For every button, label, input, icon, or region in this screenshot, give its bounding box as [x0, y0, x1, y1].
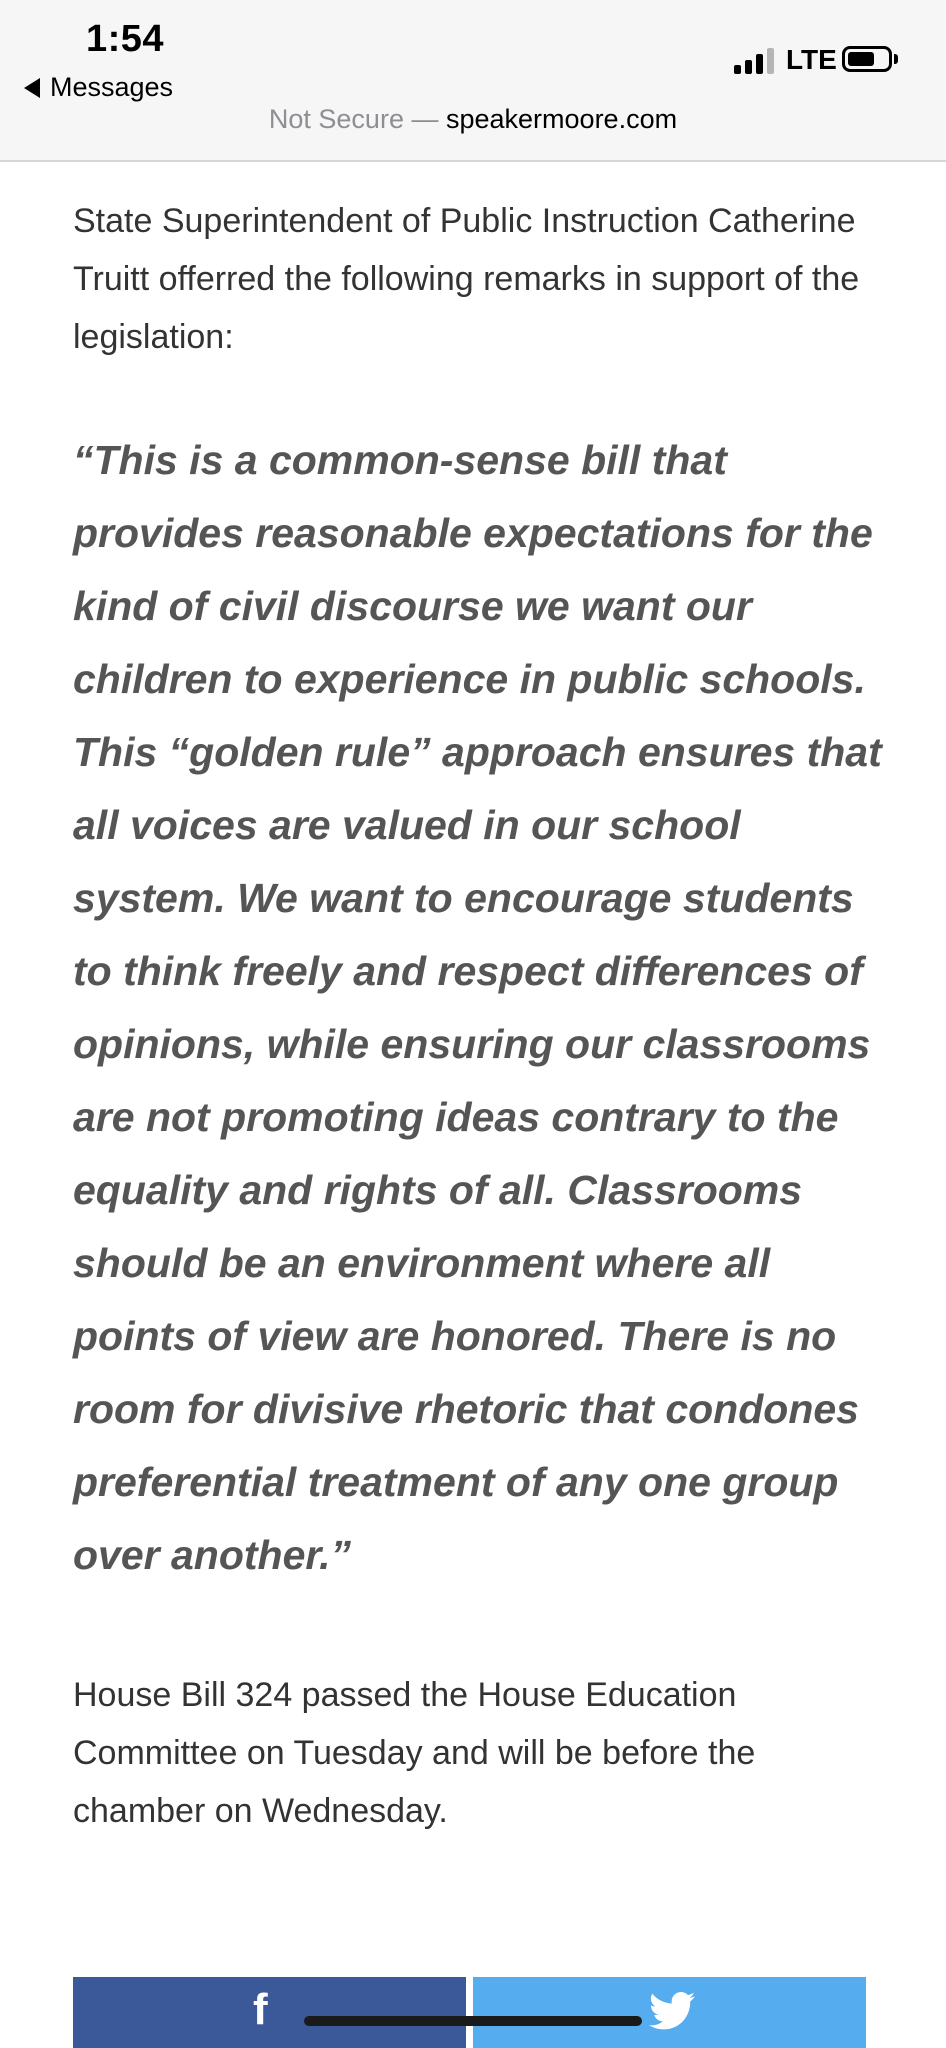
network-type: LTE: [786, 44, 837, 75]
share-facebook-button[interactable]: [73, 1977, 466, 2048]
security-label: Not Secure —: [268, 104, 439, 134]
battery-cap: [894, 54, 898, 64]
status-time: 1:54: [86, 18, 165, 60]
closing-paragraph: House Bill 324 passed the House Education Committee on Tuesday and will be before the chamber on Wednesday.: [73, 1676, 756, 1830]
back-arrow-icon: [24, 78, 40, 98]
article-body: [73, 192, 883, 1840]
quote-paragraph: “This is a common-sense bill that provides reasonable expectations for the kind of civil discourse we want our children to experience in public schools. This “golden rule” approach ensures that all voices are valued in our school system. We want to encourage students to think freely and respect differences of opinions, while ensuring our classrooms are not promoting ideas contrary to the equality and rights of all. Classrooms should be an environment where all points of view are honored. There is no room for divisive rhetoric that condones preferential treatment of any one group over another.”: [73, 437, 882, 1578]
home-indicator[interactable]: [304, 2016, 642, 2026]
share-twitter-button[interactable]: [473, 1977, 866, 2048]
address-bar[interactable]: [0, 104, 946, 135]
url-domain: speakermoore.com: [445, 104, 678, 134]
status-bar: [0, 0, 946, 162]
back-label: Messages: [50, 72, 174, 102]
facebook-icon: f: [253, 1985, 268, 2034]
twitter-icon: [649, 1991, 695, 2031]
cellular-signal-icon: [734, 46, 776, 74]
intro-paragraph: State Superintendent of Public Instruction Catherine Truitt offerred the following remarks in support of the legislation:: [73, 202, 860, 356]
battery-icon: [842, 46, 892, 72]
back-to-messages-button[interactable]: [24, 72, 173, 103]
